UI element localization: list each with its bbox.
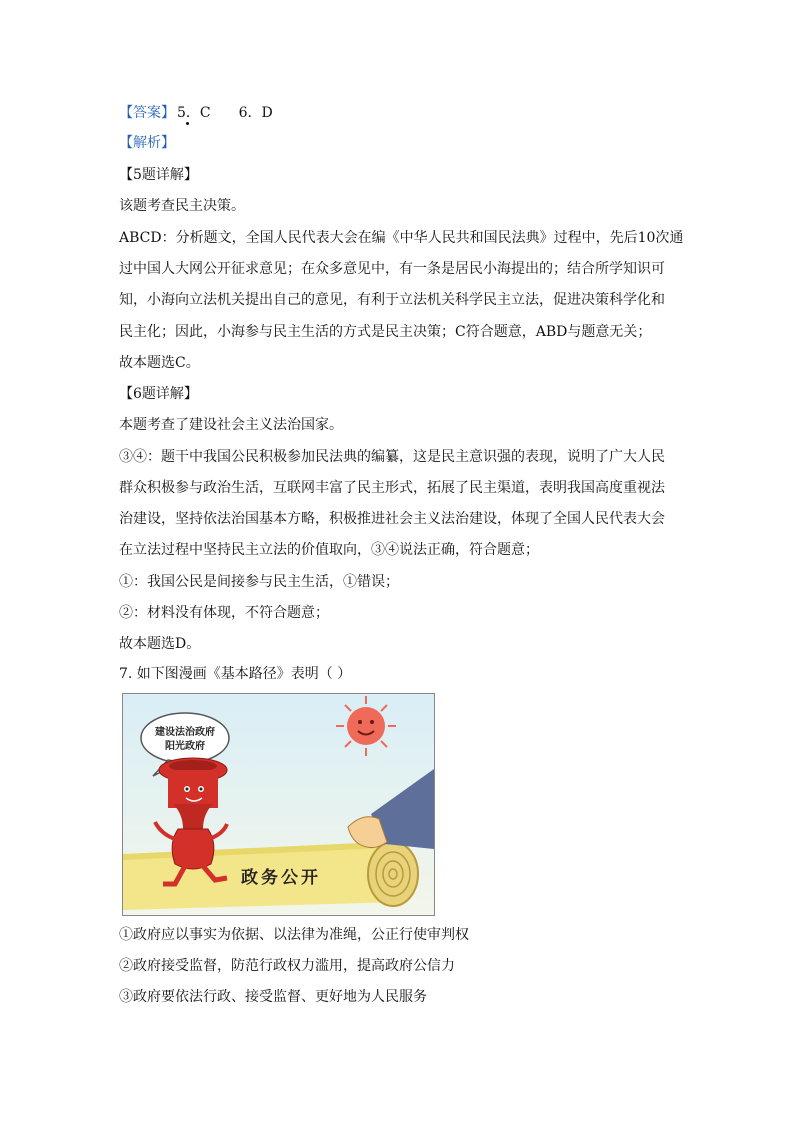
answer-line [119,103,273,123]
q6-line-3: 治建设，坚持依法治国基本方略，积极推进社会主义法治建设，体现了全国人民代表大会 [119,511,665,527]
q6-line-1: ③④：题干中我国公民积极参加民法典的编纂，这是民主意识强的表现，说明了广大人民 [119,449,665,465]
carpet-roll-icon [368,842,418,906]
analysis-label: 【解析】 [119,135,175,151]
answer-q6: 6．D [238,105,273,121]
q5-line-3: 知，小海向立法机关提出自己的意见，有利于立法机关科学民主立法，促进决策科学化和 [119,292,665,308]
emphasis-dot [186,122,189,125]
answer-q5: 5．C [177,105,211,121]
q5-intro: 该题考查民主决策。 [119,198,245,214]
q6-option-1: ①：我国公民是间接参与民主生活，①错误； [119,574,399,590]
q6-header: 【6题详解】 [119,386,198,402]
q5-line-1: ABCD：分析题文，全国人民代表大会在编《中华人民共和国民法典》过程中，先后10次通 [119,230,684,246]
q6-option-2: ②：材料没有体现，不符合题意； [119,605,329,621]
bubble-text-1: 建设法治政府 [155,727,215,738]
carpet-text: 政务公开 [241,868,321,888]
q7-stem: 7. 如下图漫画《基本路径》表明（ ） [119,666,352,682]
q5-line-2: 过中国人大网公开征求意见；在众多意见中，有一条是居民小海提出的；结合所学知识可 [119,261,665,277]
q7-option-1: ①政府应以事实为依据、以法律为准绳，公正行使审判权 [119,927,469,943]
q7-option-2: ②政府接受监督，防范行政权力滥用，提高政府公信力 [119,958,455,974]
q7-option-3: ③政府要依法行政、接受监督、更好地为人民服务 [119,989,427,1005]
q5-line-4: 民主化；因此，小海参与民主生活的方式是民主决策；C符合题意，ABD与题意无关； [119,324,652,340]
q6-line-2: 群众积极参与政治生活，互联网丰富了民主形式，拓展了民主渠道，表明我国高度重视法 [119,480,665,496]
q6-line-4: 在立法过程中坚持民主立法的价值取向，③④说法正确，符合题意； [119,542,539,558]
answer-label: 【答案】 [119,105,175,121]
q5-conclusion: 故本题选C。 [119,355,200,371]
carpet [123,842,398,910]
q6-conclusion: 故本题选D。 [119,636,201,652]
cartoon-basic-path [122,693,435,916]
q5-header: 【5题详解】 [119,167,198,183]
bubble-text-2: 阳光政府 [165,741,205,752]
q6-intro: 本题考查了建设社会主义法治国家。 [119,417,343,433]
